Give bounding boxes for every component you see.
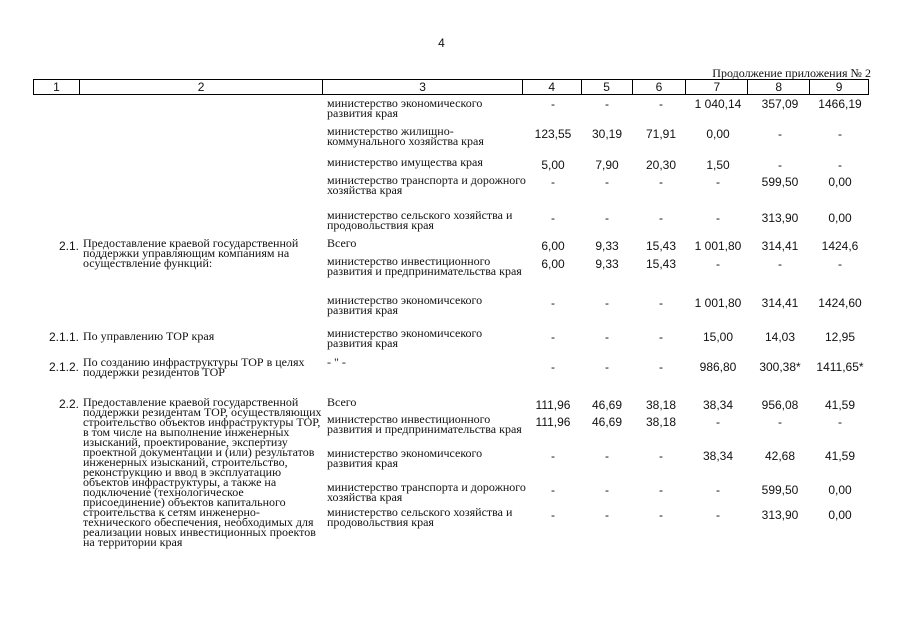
value-cell-col7: - (716, 257, 720, 271)
value-cell-col8: 314,41 (761, 239, 799, 253)
header-col-4: 4 (523, 80, 582, 94)
org-cell: Всего (327, 236, 357, 250)
org-cell: Всего (327, 395, 357, 409)
value-cell-col4: 6,00 (541, 239, 565, 253)
org-cell: министерство имущества края (327, 155, 483, 169)
value-cell-col6: - (659, 175, 663, 189)
value-cell-col9: - (838, 415, 842, 429)
value-cell-col7: 0,00 (706, 127, 730, 141)
value-cell-col5: - (605, 449, 609, 463)
value-cell-col5: - (605, 360, 609, 374)
value-cell-col9: 1424,60 (818, 296, 862, 310)
value-cell-col5: - (605, 175, 609, 189)
value-cell-col9: - (838, 127, 842, 141)
value-cell-col5: - (605, 508, 609, 522)
value-cell-col4: 111,96 (535, 398, 571, 412)
header-col-5: 5 (582, 80, 633, 94)
value-cell-col7: 38,34 (702, 449, 734, 463)
value-cell-col5: 7,90 (595, 158, 619, 172)
value-cell-col7: 1 001,80 (694, 296, 742, 310)
value-cell-col7: 986,80 (699, 360, 737, 374)
header-col-7: 7 (686, 80, 748, 94)
value-cell-col7: - (716, 483, 720, 497)
value-cell-col7: - (716, 175, 720, 189)
value-cell-col9: - (838, 257, 842, 271)
org-cell: министерство инвестиционного развития и предпринимательства края (327, 254, 522, 278)
value-cell-col6: - (659, 360, 663, 374)
value-cell-col6: - (659, 330, 663, 344)
value-cell-col4: - (551, 211, 555, 225)
header-col-9: 9 (835, 80, 843, 94)
value-cell-col8: 14,03 (764, 330, 796, 344)
value-cell-col5: 9,33 (595, 257, 619, 271)
value-cell-col8: 313,90 (761, 508, 799, 522)
value-cell-col5: - (605, 296, 609, 310)
value-cell-col6: - (659, 296, 663, 310)
value-cell-col5: 30,19 (591, 127, 623, 141)
org-cell: - " - (327, 355, 346, 369)
value-cell-col8: 313,90 (761, 211, 799, 225)
value-cell-col7: 1,50 (706, 158, 730, 172)
header-col-2: 2 (80, 80, 323, 94)
value-cell-col9: 12,95 (824, 330, 856, 344)
value-cell-col4: - (551, 296, 555, 310)
value-cell-col4: - (551, 175, 555, 189)
value-cell-col4: - (551, 97, 555, 111)
value-cell-col5: - (605, 483, 609, 497)
row-number: 2.1.2. (48, 360, 79, 374)
value-cell-col4: 6,00 (541, 257, 565, 271)
row-number: 2.1. (58, 239, 79, 253)
value-cell-col5: - (605, 211, 609, 225)
value-cell-col4: - (551, 330, 555, 344)
value-cell-col6: - (659, 211, 663, 225)
value-cell-col4: - (551, 508, 555, 522)
value-cell-col9: 0,00 (828, 211, 852, 225)
value-cell-col6: 15,43 (645, 257, 677, 271)
value-cell-col7: - (716, 415, 720, 429)
row-number: 2.2. (58, 397, 79, 411)
value-cell-col8: - (778, 415, 782, 429)
value-cell-col6: - (659, 449, 663, 463)
value-cell-col6: - (659, 483, 663, 497)
org-cell: министерство жилищно-коммунального хозяйства края (327, 124, 484, 148)
measure-name: Предоставление краевой государственной поддержки управляющим компаниям на осуществление функций: (83, 236, 299, 270)
value-cell-col6: 20,30 (645, 158, 677, 172)
org-cell: министерство экономичсекого развития края (327, 293, 483, 317)
value-cell-col4: - (551, 483, 555, 497)
value-cell-col7: - (716, 508, 720, 522)
value-cell-col4: 123,55 (534, 127, 572, 141)
value-cell-col5: 46,69 (591, 415, 623, 429)
value-cell-col9: 0,00 (828, 508, 852, 522)
org-cell: министерство экономичсекого развития края (327, 446, 483, 470)
value-cell-col9: 41,59 (824, 449, 856, 463)
measure-name: По управлению ТОР края (83, 329, 215, 343)
header-col-3: 3 (323, 80, 523, 94)
value-cell-col7: 15,00 (702, 330, 734, 344)
header-col-6: 6 (633, 80, 687, 94)
value-cell-col4: 111,96 (535, 415, 571, 429)
value-cell-col9: - (838, 158, 842, 172)
value-cell-col8: 599,50 (761, 483, 799, 497)
value-cell-col9: 0,00 (828, 175, 852, 189)
value-cell-col6: - (659, 508, 663, 522)
table-header (33, 79, 869, 95)
value-cell-col9: 1411,65* (816, 360, 864, 374)
value-cell-col9: 1466,19 (818, 97, 862, 111)
value-cell-col9: 41,59 (824, 398, 856, 412)
value-cell-col6: 15,43 (645, 239, 677, 253)
measure-name: По созданию инфраструктуры ТОР в целях поддержки резидентов ТОР (83, 355, 305, 379)
continuation-label: Продолжение приложения № 2 (712, 66, 871, 80)
value-cell-col4: - (551, 360, 555, 374)
row-number: 2.1.1. (48, 330, 79, 344)
value-cell-col9: 1424,6 (821, 239, 859, 253)
org-cell: министерство экономического развития края (327, 96, 483, 120)
value-cell-col5: 46,69 (591, 398, 623, 412)
org-cell: министерство инвестиционного развития и предпринимательства края (327, 412, 522, 436)
value-cell-col8: 300,38* (759, 360, 801, 374)
value-cell-col5: - (605, 330, 609, 344)
value-cell-col8: - (778, 158, 782, 172)
value-cell-col9: 0,00 (828, 483, 852, 497)
org-cell: министерство транспорта и дорожного хозяйства края (327, 480, 526, 504)
org-cell: министерство сельского хозяйства и продовольствия края (327, 505, 513, 529)
org-cell: министерство сельского хозяйства и продовольствия края (327, 208, 513, 232)
value-cell-col8: 42,68 (764, 449, 796, 463)
value-cell-col8: 357,09 (761, 97, 799, 111)
value-cell-col7: - (716, 211, 720, 225)
value-cell-col7: 1 001,80 (694, 239, 742, 253)
value-cell-col4: 5,00 (541, 158, 565, 172)
header-col-8: 8 (748, 80, 810, 94)
value-cell-col5: - (605, 97, 609, 111)
value-cell-col8: 599,50 (761, 175, 799, 189)
value-cell-col7: 1 040,14 (694, 97, 742, 111)
value-cell-col6: 38,18 (645, 415, 677, 429)
value-cell-col8: - (778, 257, 782, 271)
value-cell-col6: 71,91 (645, 127, 677, 141)
header-col-1: 1 (34, 80, 80, 94)
org-cell: министерство экономичсекого развития края (327, 326, 483, 350)
value-cell-col5: 9,33 (595, 239, 619, 253)
page-number: 4 (438, 36, 445, 50)
value-cell-col7: 38,34 (702, 398, 734, 412)
value-cell-col6: - (659, 97, 663, 111)
value-cell-col8: 314,41 (761, 296, 799, 310)
value-cell-col8: - (778, 127, 782, 141)
measure-name: Предоставление краевой государственной поддержки резидентам ТОР, осуществляющих строительство объектов инфраструктуры ТОР, в том числе на выполнение инженерных изысканий, проектирование, экспертизу проектной документации и (или) результатов инженерных изысканий, строительство, реконструкцию и ввод в эксплуатацию объектов инфраструктуры, а также на подключение (технологическое присоединение) объектов капитального строительства к сетям инженерно-технического обеспечения, необходимых для реализации новых инвестиционных проектов на территории края (83, 395, 322, 549)
value-cell-col4: - (551, 449, 555, 463)
value-cell-col8: 956,08 (761, 398, 799, 412)
org-cell: министерство транспорта и дорожного хозяйства края (327, 173, 526, 197)
value-cell-col6: 38,18 (645, 398, 677, 412)
